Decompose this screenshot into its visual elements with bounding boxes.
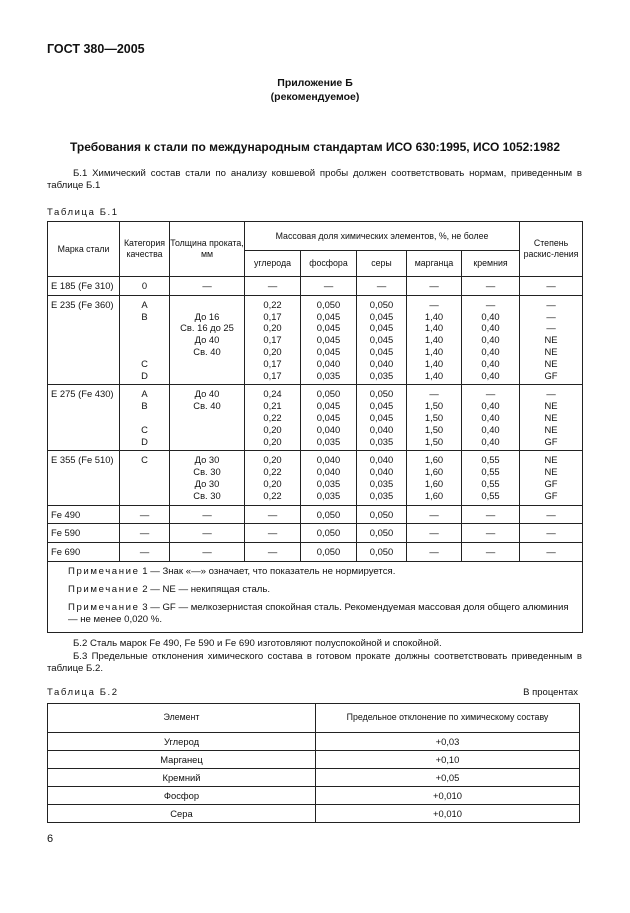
deoxidation-cell: [520, 524, 583, 543]
deviation-cell: +0,010: [316, 787, 580, 805]
cell-line: [120, 334, 169, 346]
silicon-cell: [462, 543, 520, 562]
note-text: 3 — GF — мелкозернистая спокойная сталь. Рекомендуемая массовая доля общего алюминия — не менее 0,020 %.: [68, 601, 569, 625]
cell-line: D: [141, 369, 148, 381]
cell-line: GF: [544, 477, 558, 489]
thickness-cell: [170, 385, 245, 451]
cell-line: [170, 358, 244, 370]
table-row: [48, 733, 580, 751]
cell-line: 0,050: [369, 388, 394, 400]
cell-line: 0,040: [316, 466, 341, 478]
header-deviation: Предельное отклонение по химическому составу: [316, 704, 580, 733]
paragraph-b2: Б.2 Сталь марок Fe 490, Fe 590 и Fe 690 изготовляют полуспокойной и спокойной.: [73, 638, 442, 649]
paragraph-b1: Б.1 Химический состав стали по анализу ковшевой пробы должен соответствовать нормам, приведенным в таблице Б.1: [47, 168, 582, 191]
cell-line: 0,40: [481, 423, 500, 435]
cell-line: GF: [544, 435, 558, 447]
cell-line: 0,045: [369, 322, 394, 334]
table-row: [48, 787, 580, 805]
cell-line: 0,40: [481, 357, 500, 369]
cell-line: —: [139, 546, 150, 558]
cell-line: 0,035: [316, 489, 341, 501]
cell-line: —: [267, 508, 278, 520]
note-label: Примечание: [68, 565, 140, 577]
carbon-cell: [245, 295, 301, 385]
cell-line: [170, 424, 244, 436]
cell-line: До 30: [194, 477, 220, 489]
cell-line: 0,050: [369, 527, 394, 539]
cell-line: 1,60: [424, 489, 444, 501]
steel-grade-cell: Fe 690: [48, 543, 120, 562]
section-title: Требования к стали по международным стандартам ИСО 630:1995, ИСО 1052:1982: [70, 140, 560, 154]
cell-line: NE: [544, 411, 558, 423]
cell-line: 0,045: [369, 310, 394, 322]
cell-line: —: [485, 508, 496, 520]
cell-line: 0,17: [263, 334, 282, 346]
cell-line: До 30: [194, 454, 220, 466]
cell-line: 1,40: [424, 310, 444, 322]
cell-line: 0,20: [263, 322, 282, 334]
phosphorus-cell: [301, 524, 357, 543]
manganese-cell: [407, 295, 462, 385]
cell-line: —: [267, 546, 278, 558]
cell-line: —: [546, 310, 556, 322]
cell-line: 0,17: [263, 369, 282, 381]
thickness-cell: [170, 277, 245, 296]
steel-grade-cell: Fe 490: [48, 505, 120, 524]
sulfur-cell: [357, 295, 407, 385]
steel-grade-cell: Fe 590: [48, 524, 120, 543]
table-row: [48, 451, 583, 505]
sulfur-cell: [357, 451, 407, 505]
phosphorus-cell: [301, 505, 357, 524]
cell-line: A: [141, 388, 148, 400]
cell-line: 0,40: [481, 411, 500, 423]
carbon-cell: [245, 451, 301, 505]
cell-line: 0,55: [481, 477, 500, 489]
silicon-cell: [462, 524, 520, 543]
steel-grade-cell: E 235 (Fe 360): [48, 295, 120, 385]
manganese-cell: [407, 524, 462, 543]
cell-line: —: [429, 527, 439, 539]
cell-line: —: [267, 280, 278, 291]
cell-line: NE: [544, 345, 558, 357]
manganese-cell: [407, 505, 462, 524]
paragraph-b3: Б.3 Предельные отклонения химического состава в готовом прокате должны соответствовать приведенным в таблице Б.2.: [47, 651, 582, 674]
cell-line: 1,50: [424, 435, 444, 447]
appendix-subtitle: (рекомендуемое): [270, 91, 360, 103]
cell-line: 0,045: [316, 400, 341, 412]
cell-line: —: [485, 527, 496, 539]
table-row: [48, 505, 583, 524]
deoxidation-cell: [520, 277, 583, 296]
cell-line: —: [202, 527, 212, 539]
cell-line: B: [141, 400, 148, 412]
manganese-cell: [407, 277, 462, 296]
cell-line: 0,045: [369, 334, 394, 346]
header-deoxidation: Степень раскис-ления: [520, 222, 583, 277]
cell-line: 0,17: [263, 310, 282, 322]
cell-line: До 40: [194, 388, 220, 400]
table-row: [48, 805, 580, 823]
cell-line: 0,045: [316, 322, 341, 334]
cell-line: 0,040: [369, 357, 394, 369]
header-thickness: Толщина проката, мм: [170, 222, 245, 277]
cell-line: [170, 436, 244, 448]
carbon-cell: [245, 385, 301, 451]
manganese-cell: [407, 385, 462, 451]
steel-grade-cell: E 355 (Fe 510): [48, 451, 120, 505]
element-cell: Фосфор: [48, 787, 316, 805]
cell-line: [120, 466, 169, 478]
cell-line: 0,045: [316, 334, 341, 346]
category-cell: [120, 277, 170, 296]
cell-line: 0,20: [263, 477, 282, 489]
table-row: [48, 385, 583, 451]
cell-line: NE: [544, 423, 558, 435]
cell-line: 0,050: [369, 298, 394, 310]
deoxidation-cell: [520, 385, 583, 451]
cell-line: 0,55: [481, 489, 500, 501]
cell-line: [170, 370, 244, 382]
cell-line: 0,045: [316, 345, 341, 357]
cell-line: 0,045: [369, 411, 394, 423]
deviation-table: [47, 703, 580, 823]
cell-line: [120, 490, 169, 502]
cell-line: 0,050: [316, 298, 341, 310]
note-label: Примечание: [68, 601, 140, 613]
cell-line: 0,035: [369, 369, 394, 381]
cell-line: —: [546, 508, 556, 520]
cell-line: 1,50: [424, 411, 444, 423]
cell-line: 0,035: [316, 477, 341, 489]
manganese-cell: [407, 543, 462, 562]
cell-line: 1,60: [424, 454, 444, 466]
cell-line: —: [485, 388, 496, 400]
cell-line: 0,20: [263, 435, 282, 447]
cell-line: —: [485, 298, 496, 310]
category-cell: [120, 524, 170, 543]
cell-line: —: [429, 546, 439, 558]
cell-line: —: [202, 280, 212, 291]
header-element: Элемент: [48, 704, 316, 733]
cell-line: NE: [544, 400, 558, 412]
cell-line: 1,50: [424, 423, 444, 435]
cell-line: —: [202, 508, 212, 520]
note-2: [68, 584, 578, 596]
silicon-cell: [462, 505, 520, 524]
cell-line: —: [546, 388, 556, 400]
cell-line: C: [141, 357, 148, 369]
carbon-cell: [245, 524, 301, 543]
cell-line: —: [546, 298, 556, 310]
header-category: Категория качества: [120, 222, 170, 277]
cell-line: Св. 30: [193, 489, 221, 501]
table-row: [48, 277, 583, 296]
cell-line: 0: [141, 280, 148, 291]
element-cell: Сера: [48, 805, 316, 823]
sulfur-cell: [357, 543, 407, 562]
silicon-cell: [462, 451, 520, 505]
category-cell: [120, 385, 170, 451]
category-cell: [120, 543, 170, 562]
deviation-cell: +0,10: [316, 751, 580, 769]
phosphorus-cell: [301, 295, 357, 385]
manganese-cell: [407, 451, 462, 505]
note-text: 1 — Знак «—» означает, что показатель не нормируется.: [139, 565, 396, 577]
cell-line: [120, 478, 169, 490]
cell-line: —: [546, 527, 556, 539]
cell-line: 1,60: [424, 466, 444, 478]
header-mass-fraction: Массовая доля химических элементов, %, не более: [245, 222, 520, 251]
note-1: [68, 566, 578, 578]
cell-line: 0,22: [263, 466, 282, 478]
cell-line: Св. 40: [193, 345, 221, 357]
silicon-cell: [462, 385, 520, 451]
deoxidation-cell: [520, 505, 583, 524]
cell-line: 0,22: [263, 298, 282, 310]
cell-line: 0,035: [369, 435, 394, 447]
cell-line: —: [546, 546, 556, 558]
steel-grade-cell: E 185 (Fe 310): [48, 277, 120, 296]
cell-line: 0,40: [481, 322, 500, 334]
cell-line: 0,22: [263, 489, 282, 501]
cell-line: 0,040: [316, 357, 341, 369]
cell-line: 1,40: [424, 334, 444, 346]
cell-line: C: [141, 454, 148, 466]
cell-line: —: [485, 280, 496, 291]
cell-line: 0,40: [481, 369, 500, 381]
table-row: [48, 295, 583, 385]
cell-line: 0,40: [481, 345, 500, 357]
phosphorus-cell: [301, 451, 357, 505]
deviation-cell: +0,05: [316, 769, 580, 787]
cell-line: A: [141, 298, 148, 310]
cell-line: 0,24: [263, 388, 282, 400]
cell-line: GF: [544, 489, 558, 501]
cell-line: [170, 299, 244, 311]
cell-line: 0,55: [481, 466, 500, 478]
element-cell: Кремний: [48, 769, 316, 787]
cell-line: 1,40: [424, 369, 444, 381]
table2-units: В процентах: [523, 687, 578, 698]
cell-line: B: [141, 310, 148, 322]
cell-line: —: [429, 388, 439, 400]
phosphorus-cell: [301, 385, 357, 451]
category-cell: [120, 451, 170, 505]
cell-line: 0,040: [316, 454, 341, 466]
carbon-cell: [245, 277, 301, 296]
cell-line: 0,050: [369, 508, 394, 520]
header-manganese: марганца: [407, 251, 462, 277]
appendix-title: Приложение Б: [277, 77, 353, 89]
cell-line: [170, 412, 244, 424]
carbon-cell: [245, 505, 301, 524]
cell-line: NE: [544, 454, 558, 466]
cell-line: 0,40: [481, 400, 500, 412]
cell-line: —: [546, 280, 556, 291]
cell-line: 1,40: [424, 345, 444, 357]
cell-line: —: [429, 508, 439, 520]
deviation-cell: +0,010: [316, 805, 580, 823]
sulfur-cell: [357, 277, 407, 296]
table-row: [48, 543, 583, 562]
cell-line: 0,045: [369, 400, 394, 412]
page-number: 6: [47, 833, 54, 845]
cell-line: NE: [544, 334, 558, 346]
silicon-cell: [462, 295, 520, 385]
cell-line: Св. 16 до 25: [180, 322, 234, 334]
cell-line: 0,045: [316, 310, 341, 322]
cell-line: 0,045: [316, 411, 341, 423]
sulfur-cell: [357, 385, 407, 451]
thickness-cell: [170, 543, 245, 562]
thickness-cell: [170, 524, 245, 543]
cell-line: NE: [544, 357, 558, 369]
steel-grade-cell: E 275 (Fe 430): [48, 385, 120, 451]
table-row: [48, 751, 580, 769]
cell-line: 0,035: [369, 489, 394, 501]
cell-line: 1,40: [424, 357, 444, 369]
cell-line: D: [141, 435, 148, 447]
cell-line: 0,22: [263, 411, 282, 423]
deviation-cell: +0,03: [316, 733, 580, 751]
cell-line: 0,040: [369, 454, 394, 466]
cell-line: 0,050: [316, 546, 341, 558]
cell-line: 0,050: [316, 527, 341, 539]
table-row: [48, 769, 580, 787]
header-silicon: кремния: [462, 251, 520, 277]
note-text: 2 — NE — некипящая сталь.: [139, 583, 271, 595]
cell-line: —: [139, 508, 150, 520]
phosphorus-cell: [301, 543, 357, 562]
cell-line: 0,55: [481, 454, 500, 466]
header-grade: Марка стали: [48, 222, 120, 277]
cell-line: Св. 40: [193, 400, 221, 412]
cell-line: 1,60: [424, 477, 444, 489]
thickness-cell: [170, 505, 245, 524]
category-cell: [120, 295, 170, 385]
note-3: [68, 602, 578, 626]
cell-line: 0,050: [316, 388, 341, 400]
cell-line: 0,40: [481, 334, 500, 346]
chemical-composition-table: [47, 221, 583, 633]
cell-line: 0,045: [369, 345, 394, 357]
cell-line: —: [485, 546, 496, 558]
cell-line: C: [141, 423, 148, 435]
cell-line: —: [429, 280, 439, 291]
element-cell: Углерод: [48, 733, 316, 751]
table2-caption: Таблица Б.2: [47, 687, 119, 698]
deoxidation-cell: [520, 543, 583, 562]
cell-line: 0,20: [263, 423, 282, 435]
cell-line: —: [202, 546, 212, 558]
cell-line: 0,40: [481, 435, 500, 447]
deoxidation-cell: [520, 295, 583, 385]
silicon-cell: [462, 277, 520, 296]
cell-line: —: [139, 527, 150, 539]
cell-line: 0,035: [369, 477, 394, 489]
cell-line: 0,17: [263, 357, 282, 369]
document-code: ГОСТ 380—2005: [47, 42, 145, 56]
cell-line: 0,040: [369, 466, 394, 478]
cell-line: 1,50: [424, 400, 444, 412]
cell-line: —: [429, 298, 439, 310]
cell-line: 0,035: [316, 369, 341, 381]
note-label: Примечание: [68, 583, 140, 595]
cell-line: [120, 412, 169, 424]
cell-line: [120, 322, 169, 334]
cell-line: 0,40: [481, 310, 500, 322]
cell-line: 0,20: [263, 454, 282, 466]
cell-line: —: [267, 527, 278, 539]
header-sulfur: серы: [357, 251, 407, 277]
cell-line: 0,21: [263, 400, 282, 412]
thickness-cell: [170, 451, 245, 505]
cell-line: GF: [544, 369, 558, 381]
sulfur-cell: [357, 505, 407, 524]
category-cell: [120, 505, 170, 524]
cell-line: NE: [544, 466, 558, 478]
phosphorus-cell: [301, 277, 357, 296]
thickness-cell: [170, 295, 245, 385]
cell-line: —: [376, 280, 387, 291]
cell-line: 0,20: [263, 345, 282, 357]
deoxidation-cell: [520, 451, 583, 505]
table-row: [48, 524, 583, 543]
cell-line: 0,050: [316, 508, 341, 520]
cell-line: 1,40: [424, 322, 444, 334]
cell-line: 0,035: [316, 435, 341, 447]
cell-line: 0,040: [316, 423, 341, 435]
cell-line: 0,040: [369, 423, 394, 435]
element-cell: Марганец: [48, 751, 316, 769]
table-notes: [48, 561, 583, 632]
cell-line: [120, 346, 169, 358]
cell-line: —: [546, 322, 556, 334]
cell-line: 0,050: [369, 546, 394, 558]
carbon-cell: [245, 543, 301, 562]
cell-line: —: [323, 280, 334, 291]
sulfur-cell: [357, 524, 407, 543]
cell-line: Св. 30: [193, 466, 221, 478]
header-carbon: углерода: [245, 251, 301, 277]
header-phosphorus: фосфора: [301, 251, 357, 277]
cell-line: До 16: [194, 310, 220, 322]
table1-caption: Таблица Б.1: [47, 207, 119, 218]
cell-line: До 40: [194, 334, 220, 346]
